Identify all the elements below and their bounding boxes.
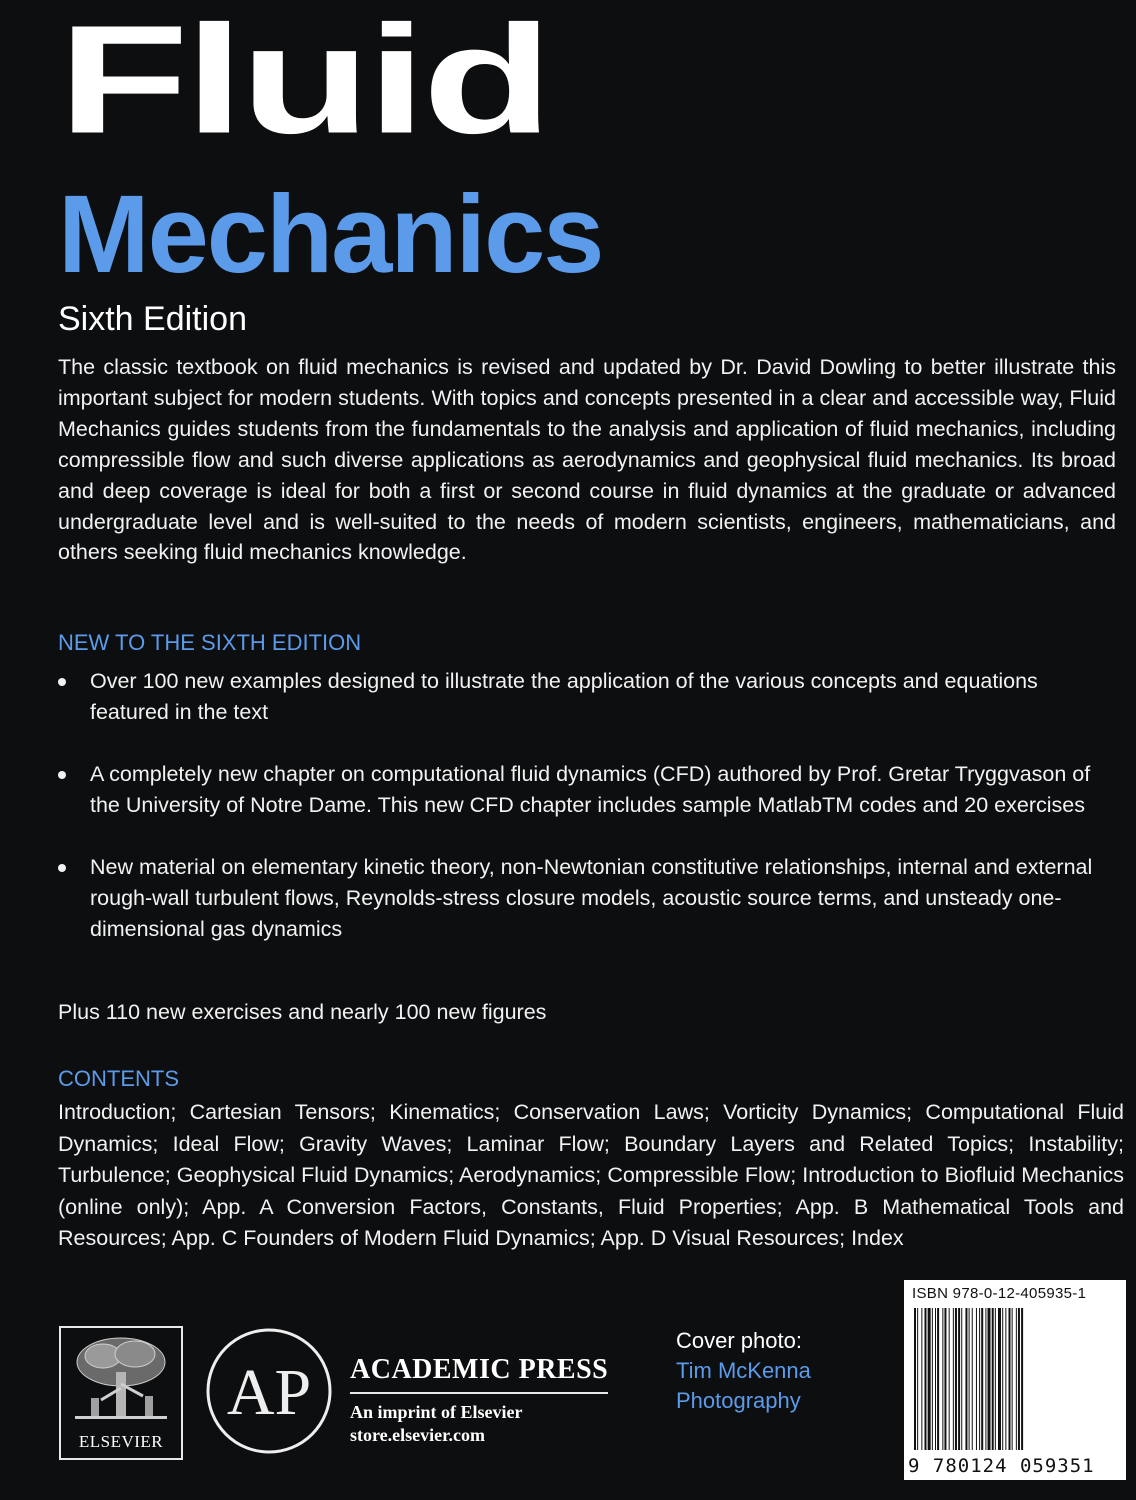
- list-item-text: A completely new chapter on computational fluid dynamics (CFD) authored by Prof. Gretar Tryggvason of the University of Notre Dame. This new CFD chapter includes sample MatlabTM codes and 20 exercises: [90, 762, 1091, 817]
- new-features-list: [58, 666, 1118, 976]
- barcode-bar: [914, 1308, 916, 1450]
- list-item: [58, 852, 1118, 945]
- contents-text: Introduction; Cartesian Tensors; Kinematics; Conservation Laws; Vorticity Dynamics; Computational Fluid Dynamics; Ideal Flow; Gravity Waves; Laminar Flow; Boundary Layers and Related Topics; Instability; Turbulence; Geophysical Fluid Dynamics; Aerodynamics; Compressible Flow; Introduction to Biofluid Mechanics (online only); App. A Conversion Factors, Constants, Fluid Properties; App. B Mathematical Tools and Resources; App. C Founders of Modern Fluid Dynamics; App. D Visual Resources; Index: [58, 1100, 1124, 1250]
- barcode-bar: [944, 1308, 946, 1450]
- barcode-bar: [981, 1308, 983, 1450]
- store-url: store.elsevier.com: [350, 1425, 485, 1445]
- cover-credit-studio: Photography: [676, 1388, 801, 1413]
- publisher-block: [350, 1354, 608, 1446]
- isbn-digits: 9 780124 059351: [908, 1455, 1095, 1477]
- barcode-bar: [928, 1308, 931, 1450]
- barcode-bar: [921, 1308, 922, 1450]
- barcode-bar: [958, 1308, 960, 1450]
- title-mechanics: Mechanics: [58, 173, 603, 296]
- barcode-bar: [961, 1308, 962, 1450]
- cover-credit: [676, 1326, 811, 1416]
- barcode-bar: [985, 1308, 986, 1450]
- elsevier-logo: [59, 1326, 183, 1460]
- new-edition-heading: NEW TO THE SIXTH EDITION: [58, 630, 362, 655]
- barcode-bar: [998, 1308, 1001, 1450]
- barcode-bar: [969, 1308, 970, 1450]
- barcode-bar: [988, 1308, 991, 1450]
- ap-monogram-text: AP: [226, 1356, 312, 1429]
- blurb-paragraph: The classic textbook on fluid mechanics is revised and updated by Dr. David Dowling to better illustrate this important subject for modern students. With topics and concepts presented in a clear and accessible way, Fluid Mechanics guides students from the fundamentals to the analysis and application of fluid mechanics, including compressible flow and such diverse applications as aerodynamics and geophysical fluid mechanics. Its broad and deep coverage is ideal for both a first or second course in fluid dynamics at the graduate or advanced undergraduate level and is well-suited to the needs of modern scientists, engineers, mathematicians, and others seeking fluid mechanics knowledge.: [58, 355, 1116, 565]
- barcode-bar: [1016, 1308, 1017, 1450]
- barcode-bar: [953, 1308, 954, 1450]
- barcode-bar: [1012, 1308, 1013, 1450]
- list-item-text: New material on elementary kinetic theory, non-Newtonian constitutive relationships, internal and external rough-wall turbulent flows, Reynolds-stress closure models, acoustic source terms, and unsteady one-dimensional gas dynamics: [90, 855, 1093, 941]
- publisher-name: ACADEMIC PRESS: [350, 1354, 608, 1394]
- plus-note: Plus 110 new exercises and nearly 100 new figures: [58, 1000, 547, 1024]
- elsevier-tree-icon: [61, 1328, 181, 1428]
- isbn-label: ISBN 978-0-12-405935-1: [912, 1285, 1087, 1302]
- barcode-bar: [1018, 1308, 1020, 1450]
- barcode-bar: [1009, 1308, 1011, 1450]
- title-fluid: Fluid: [58, 0, 550, 166]
- barcode-bar: [1005, 1308, 1006, 1450]
- barcode-bar: [976, 1308, 977, 1450]
- contents-heading: CONTENTS: [58, 1066, 179, 1091]
- list-item: [58, 759, 1118, 821]
- barcode-bar: [972, 1308, 973, 1450]
- elsevier-wordmark: ELSEVIER: [78, 1432, 164, 1451]
- barcode-bar: [935, 1308, 936, 1450]
- barcode-bar: [979, 1308, 980, 1450]
- barcode-bar: [965, 1308, 967, 1450]
- bullet-icon: [58, 771, 66, 779]
- isbn-barcode: [904, 1280, 1126, 1480]
- barcode-bar: [925, 1308, 927, 1450]
- list-item-text: Over 100 new examples designed to illustrate the application of the various concepts and equations featured in the text: [90, 669, 1038, 724]
- barcode-bar: [1021, 1308, 1023, 1450]
- ap-logo: [204, 1326, 334, 1461]
- barcode-bar: [992, 1308, 994, 1450]
- barcode-bar: [937, 1308, 939, 1450]
- bullet-icon: [58, 864, 66, 872]
- barcode-icon: [914, 1308, 1116, 1450]
- list-item: [58, 666, 1118, 728]
- imprint-text: An imprint of Elsevier: [350, 1402, 523, 1422]
- cover-credit-name: Tim McKenna: [676, 1358, 811, 1383]
- edition-label: Sixth Edition: [58, 300, 247, 338]
- cover-credit-label: Cover photo:: [676, 1328, 802, 1353]
- barcode-bar: [1002, 1308, 1003, 1450]
- barcode-bar: [995, 1308, 996, 1450]
- barcode-bar: [917, 1308, 918, 1450]
- barcode-bar: [932, 1308, 933, 1450]
- barcode-bar: [942, 1308, 943, 1450]
- barcode-bar: [949, 1308, 950, 1450]
- bullet-icon: [58, 678, 66, 686]
- barcode-bar: [955, 1308, 957, 1450]
- ap-monogram-icon: [204, 1326, 334, 1456]
